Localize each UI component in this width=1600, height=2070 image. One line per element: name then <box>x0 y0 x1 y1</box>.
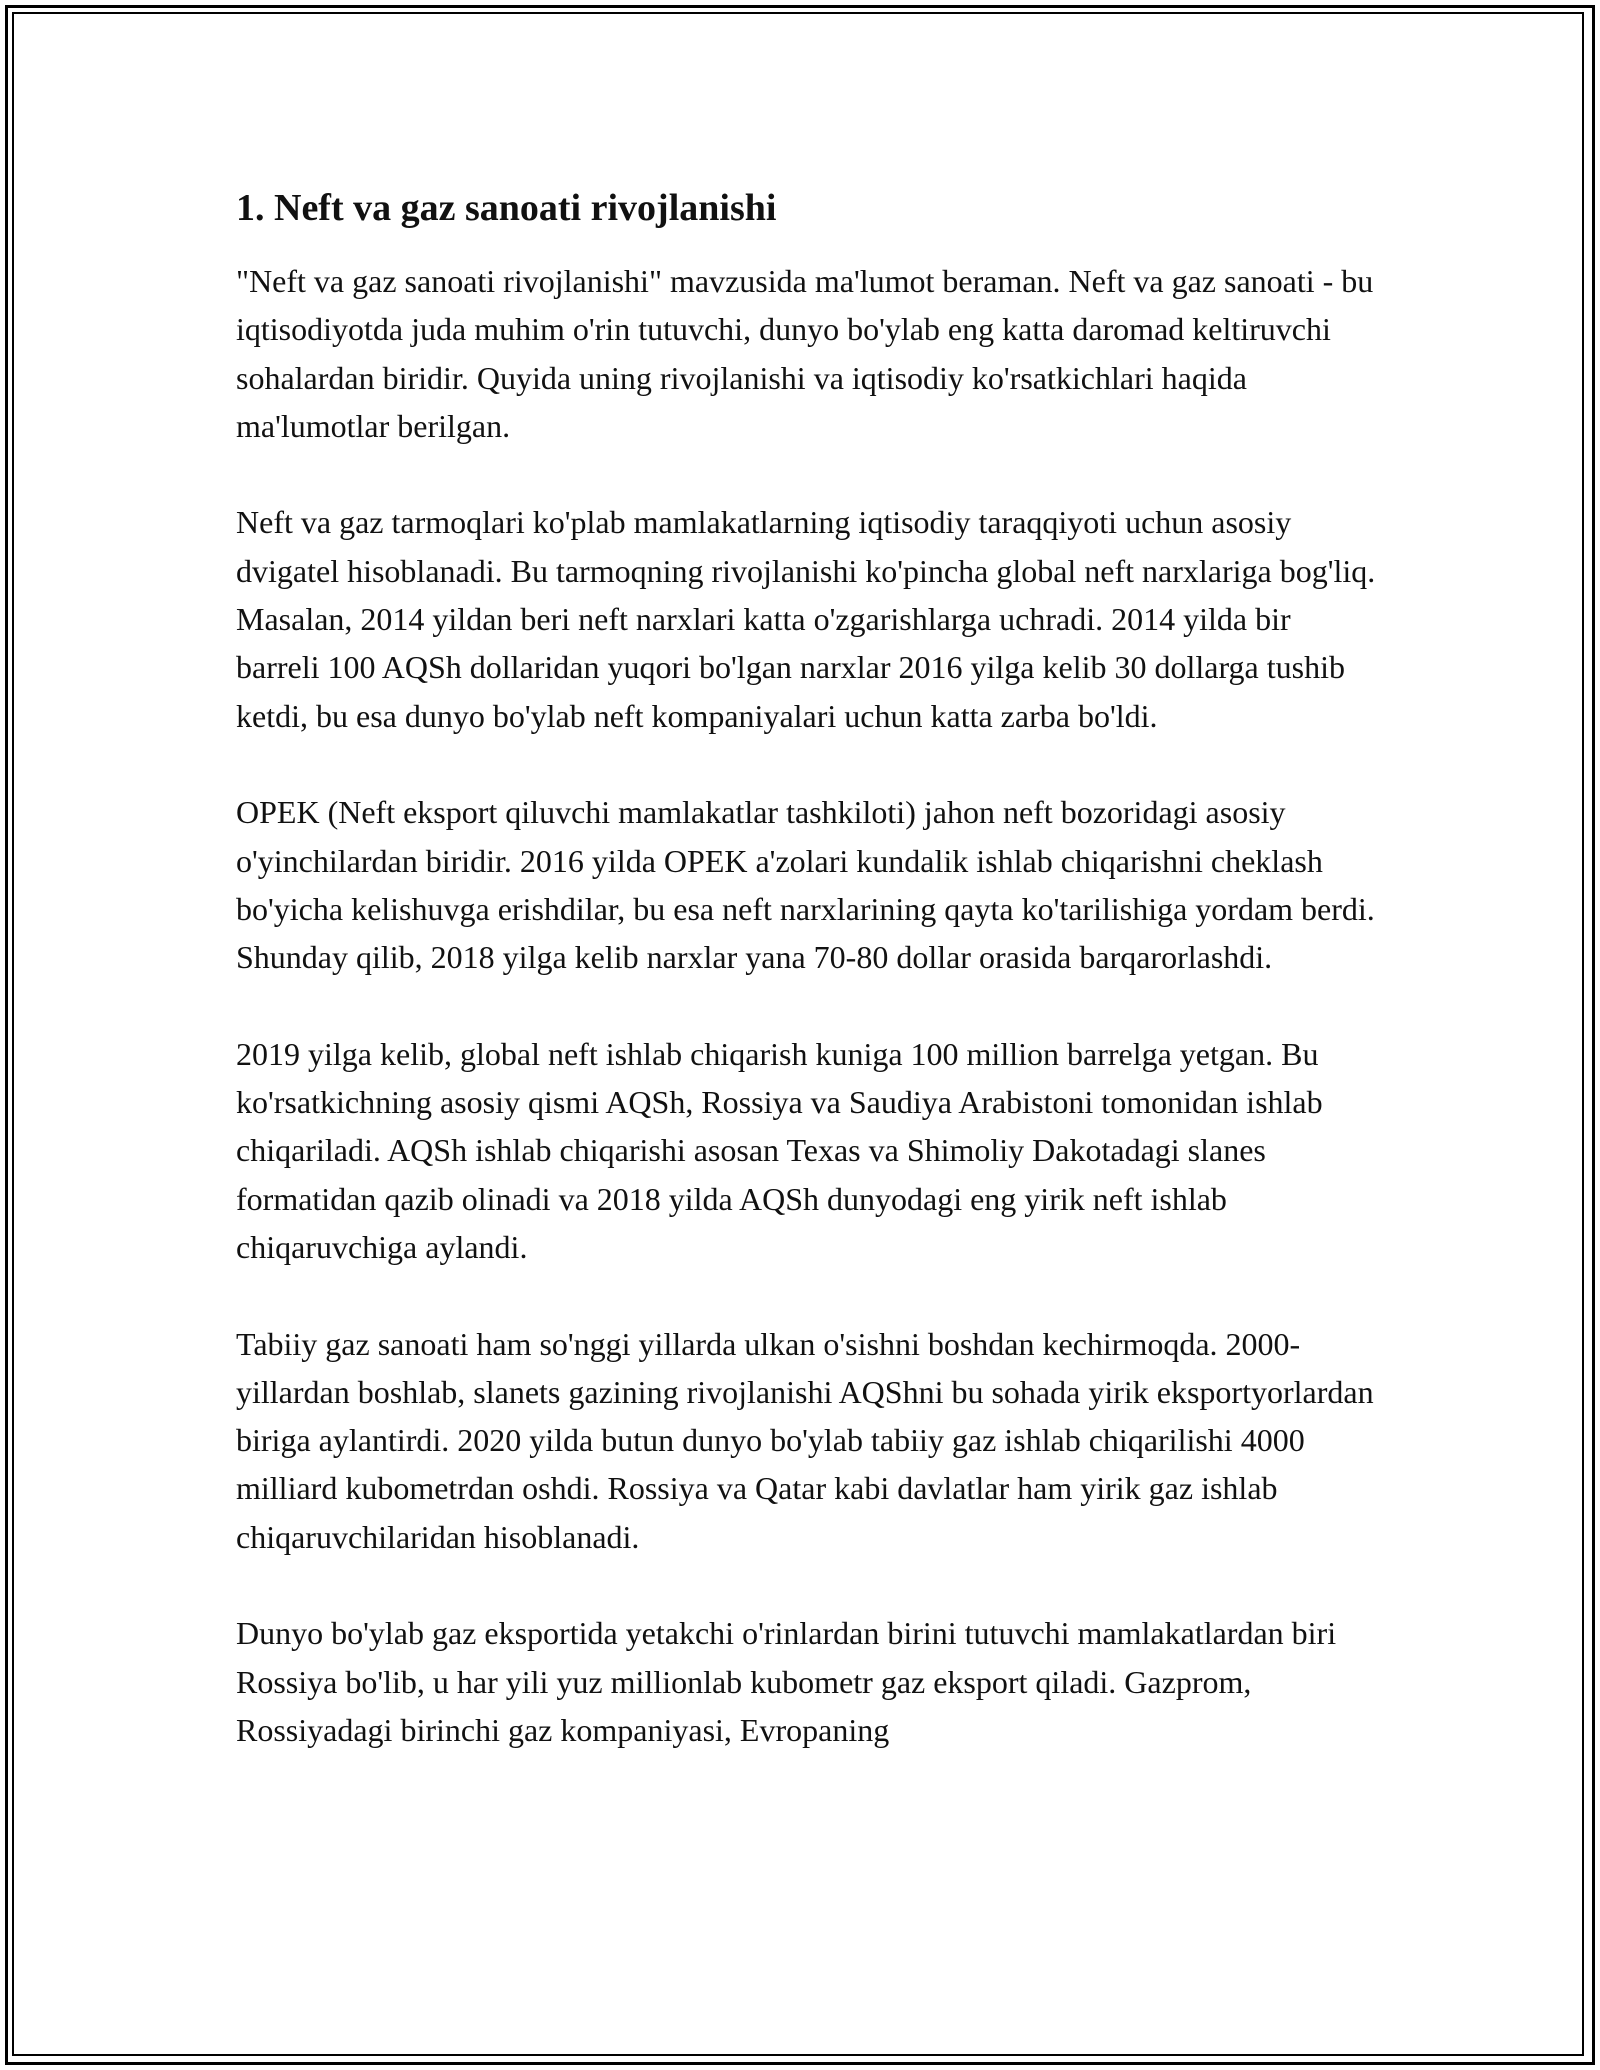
paragraph-gas-export: Dunyo bo'ylab gaz eksportida yetakchi o'rinlardan birini tutuvchi mamlakatlardan biri Rossiya bo'lib, u har yili yuz millionlab kubometr gaz eksport qiladi. Gazprom, Rossiyadagi birinchi gaz kompaniyasi, Evropaning <box>236 1615 1337 1748</box>
section-heading: 1. Neft va gaz sanoati rivojlanishi <box>236 187 777 229</box>
paragraph-natural-gas: Tabiiy gaz sanoati ham so'nggi yillarda ulkan o'sishni boshdan kechirmoqda. 2000-yillardan boshlab, slanets gazining rivojlanishi AQShni bu sohada yirik eksportyorlardan biriga aylantirdi. 2020 yilda butun dunyo bo'ylab tabiiy gaz ishlab chiqarilishi 4000 milliard kubometrdan oshdi. Rossiya va Qatar kabi davlatlar ham yirik gaz ishlab chiqaruvchilaridan hisoblanadi. <box>236 1325 1374 1555</box>
paragraph-intro: "Neft va gaz sanoati rivojlanishi" mavzusida ma'lumot beraman. Neft va gaz sanoati - bu iqtisodiyotda juda muhim o'rin tutuvchi, dunyo bo'ylab eng katta daromad keltiruvchi sohalardan biridir. Quyida uning rivojlanishi va iqtisodiy ko'rsatkichlari haqida ma'lumotlar berilgan. <box>236 263 1374 444</box>
document-body <box>236 186 1376 1803</box>
paragraph-oil-prices: Neft va gaz tarmoqlari ko'plab mamlakatlarning iqtisodiy taraqqiyoti uchun asosiy dvigatel hisoblanadi. Bu tarmoqning rivojlanishi ko'pincha global neft narxlariga bog'liq. Masalan, 2014 yildan beri neft narxlari katta o'zgarishlarga uchradi. 2014 yilda bir barreli 100 AQSh dollaridan yuqori bo'lgan narxlar 2016 yilga kelib 30 dollarga tushib ketdi, bu esa dunyo bo'ylab neft kompaniyalari uchun katta zarba bo'ldi. <box>236 504 1376 734</box>
paragraph-opek: OPEK (Neft eksport qiluvchi mamlakatlar tashkiloti) jahon neft bozoridagi asosiy o'yinchilardan biridir. 2016 yilda OPEK a'zolari kundalik ishlab chiqarishni cheklash bo'yicha kelishuvga erishdilar, bu esa neft narxlarining qayta ko'tarilishiga yordam berdi. Shunday qilib, 2018 yilga kelib narxlar yana 70-80 dollar orasida barqarorlashdi. <box>236 794 1375 976</box>
paragraph-global-production: 2019 yilga kelib, global neft ishlab chiqarish kuniga 100 million barrelga yetgan. Bu ko'rsatkichning asosiy qismi AQSh, Rossiya va Saudiya Arabistoni tomonidan ishlab chiqariladi. AQSh ishlab chiqarishi asosan Texas va Shimoliy Dakotadagi slanes formatidan qazib olinadi va 2018 yilda AQSh dunyodagi eng yirik neft ishlab chiqaruvchiga aylandi. <box>236 1035 1323 1265</box>
